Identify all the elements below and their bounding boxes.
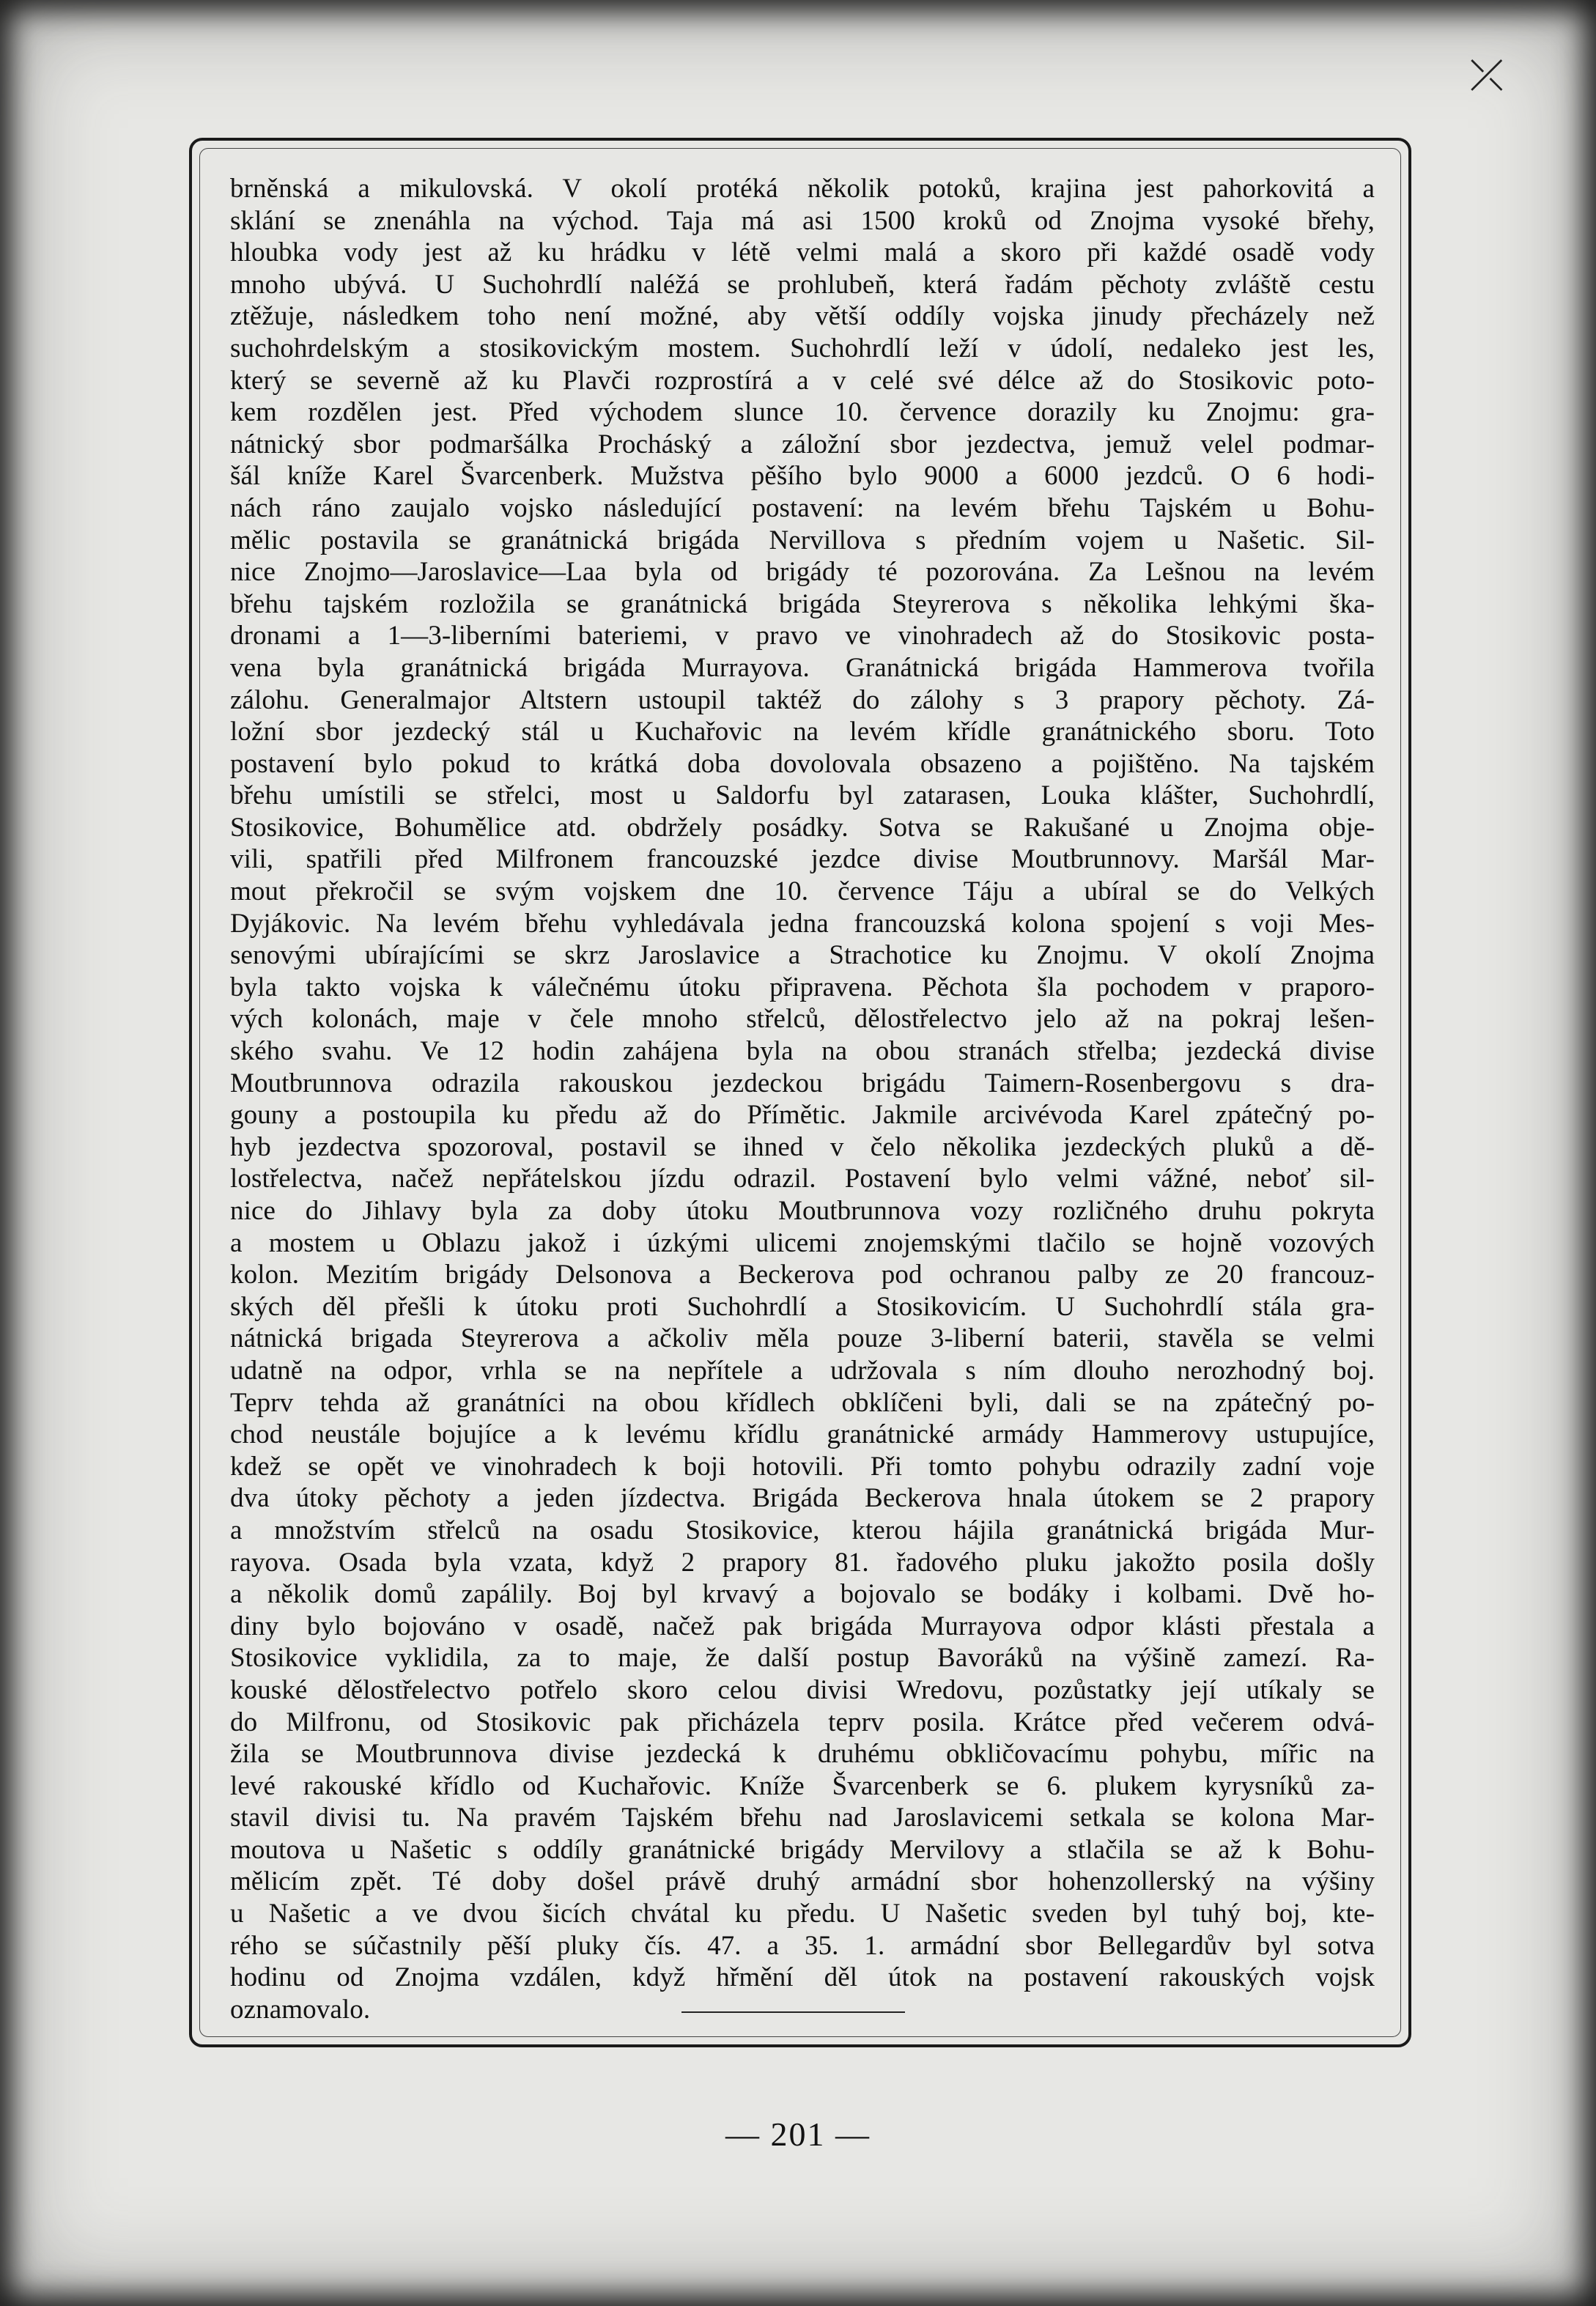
text-line: postavení bylo pokud to krátká doba dovolovala obsazeno a pojištěno. Na tajském [230, 748, 1375, 779]
text-line: sklání se znenáhla na východ. Taja má asi 1500 kroků od Znojma vysoké břehy, [230, 205, 1375, 236]
text-line: rayova. Osada byla vzata, když 2 prapory 81. řadového pluku jakožto posila došly [230, 1547, 1375, 1578]
text-line: mělicím zpět. Té doby došel právě druhý armádní sbor hohenzollerský na výšiny [230, 1866, 1375, 1897]
text-line: ských děl přešli k útoku proti Suchohrdlí a Stosikovicím. U Suchohrdlí stála gra- [230, 1291, 1375, 1322]
text-line: zálohu. Generalmajor Altstern ustoupil taktéž do zálohy s 3 prapory pěchoty. Zá- [230, 684, 1375, 715]
text-line: nátnický sbor podmaršálka Procháský a záložní sbor jezdectva, jemuž velel podmar- [230, 429, 1375, 459]
text-line: ložní sbor jezdecký stál u Kuchařovic na levém křídle granátnického sboru. Toto [230, 717, 1375, 747]
text-line: nách ráno zaujalo vojsko následující postavení: na levém břehu Tajském u Bohu- [230, 492, 1375, 523]
text-line: kolon. Mezitím brigády Delsonova a Beckerova pod ochranou palby ze 20 francouz- [230, 1260, 1375, 1290]
text-line: do Milfronu, od Stosikovic pak přicházela teprv posila. Krátce před večerem odvá- [230, 1707, 1375, 1737]
text-line: ztěžuje, následkem toho není možné, aby větší oddíly vojska jinudy přecházely než [230, 301, 1375, 332]
text-line: moutova u Našetic s oddíly granátnické brigády Mervilovy a stlačila se až k Bohu- [230, 1834, 1375, 1865]
text-line: kouské dělostřelectvo potřelo skoro celou divisi Wredovu, pozůstatky její utíkaly se [230, 1674, 1375, 1705]
text-line: a množstvím střelců na osadu Stosikovice, kterou hájila granátnická brigáda Mur- [230, 1515, 1375, 1545]
text-line: nice Znojmo—Jaroslavice—Laa byla od brigády té pozorována. Za Lešnou na levém [230, 557, 1375, 588]
text-line: kem rozdělen jest. Před východem slunce 10. července dorazily ku Znojmu: gra- [230, 397, 1375, 428]
text-line: mout překročil se svým vojskem dne 10. července Táju a ubíral se do Velkých [230, 876, 1375, 907]
pencil-mark: ⤫ [1469, 50, 1504, 100]
text-line: vých kolonách, maje v čele mnoho střelců, dělostřelectvo jelo až na pokraj lešen- [230, 1004, 1375, 1035]
text-line: žila se Moutbrunnova divise jezdecká k druhému obkličovacímu pohybu, mířic na [230, 1739, 1375, 1770]
text-line: břehu tajském rozložila se granátnická brigáda Steyrerova s několika lehkými ška- [230, 588, 1375, 619]
text-line: nice do Jihlavy byla za doby útoku Moutbrunnova vozy rozličného druhu pokryta [230, 1196, 1375, 1226]
text-line: u Našetic a ve dvou šicích chvátal ku předu. U Našetic sveden byl tuhý boj, kte- [230, 1899, 1375, 1929]
text-line: Stosikovice vyklidila, za to maje, že další postup Bavoráků na výšině zamezí. Ra- [230, 1643, 1375, 1674]
text-line: hyb jezdectva spozoroval, postavil se ihned v čelo několika jezdeckých pluků a dě- [230, 1131, 1375, 1162]
text-line: vena byla granátnická brigáda Murrayova. Granátnická brigáda Hammerova tvořila [230, 652, 1375, 683]
text-line: a několik domů zapálily. Boj byl krvavý a bojovalo se bodáky i kolbami. Dvě ho- [230, 1579, 1375, 1610]
text-line: šál kníže Karel Švarcenberk. Mužstva pěšího bylo 9000 a 6000 jezdců. O 6 hodi- [230, 461, 1375, 492]
text-line: Stosikovice, Bohumělice atd. obdržely posádky. Sotva se Rakušané u Znojma obje- [230, 812, 1375, 843]
text-line: ského svahu. Ve 12 hodin zahájena byla na obou stranách střelba; jezdecká divise [230, 1036, 1375, 1067]
text-line: Teprv tehda až granátníci na obou křídlech obklíčeni byli, dali se na zpátečný po- [230, 1387, 1375, 1418]
text-line: rého se súčastnily pěší pluky čís. 47. a 35. 1. armádní sbor Bellegardův byl sotva [230, 1930, 1375, 1961]
text-line: dronami a 1—3-liberními bateriemi, v pravo ve vinohradech až do Stosikovic posta- [230, 621, 1375, 651]
text-line: brněnská a mikulovská. V okolí protéká několik potoků, krajina jest pahorkovitá a [230, 174, 1375, 204]
text-line: diny bylo bojováno v osadě, načež pak brigáda Murrayova odpor klásti přestala a [230, 1611, 1375, 1641]
text-line: kdež se opět ve vinohradech k boji hotovili. Při tomto pohybu odrazily zadní voje [230, 1451, 1375, 1482]
text-line: břehu umístili se střelci, most u Saldorfu byl zatarasen, Louka klášter, Suchohrdlí, [230, 780, 1375, 811]
text-line: chod neustále bojujíce a k levému křídlu granátnické armády Hammerovy ustupujíce, [230, 1419, 1375, 1450]
text-line: stavil divisi tu. Na pravém Tajském břehu nad Jaroslavicemi setkala se kolona Mar- [230, 1803, 1375, 1833]
text-line: udatně na odpor, vrhla se na nepřítele a udržovala s ním dlouho nerozhodný boj. [230, 1355, 1375, 1386]
text-line: oznamovalo. [230, 1994, 371, 2025]
text-line: hodinu od Znojma vzdálen, když hřmění děl útok na postavení rakouských vojsk [230, 1962, 1375, 1993]
text-line: Moutbrunnova odrazila rakouskou jezdeckou brigádu Taimern-Rosenbergovu s dra- [230, 1068, 1375, 1098]
text-line: Dyjákovic. Na levém břehu vyhledávala jedna francouzská kolona spojení s voji Mes- [230, 908, 1375, 939]
text-line: který se severně až ku Plavči rozprostírá a v celé své délce až do Stosikovic poto- [230, 365, 1375, 396]
text-line: suchohrdelským a stosikovickým mostem. Suchohrdlí leží v údolí, nedaleko jest les, [230, 333, 1375, 363]
text-line: senovými ubírajícími se skrz Jaroslavice a Strachotice ku Znojmu. V okolí Znojma [230, 940, 1375, 971]
text-line: dva útoky pěchoty a jeden jízdectva. Brigáda Beckerova hnala útokem se 2 prapory [230, 1483, 1375, 1514]
text-line: levé rakouské křídlo od Kuchařovic. Kníže Švarcenberk se 6. plukem kyrysníků za- [230, 1770, 1375, 1801]
text-line: mnoho ubývá. U Suchohrdlí naléžá se prohlubeň, která řadám pěchoty zvláště cestu [230, 269, 1375, 300]
text-line: nátnická brigada Steyrerova a ačkoliv měla pouze 3-liberní baterii, stavěla se velmi [230, 1323, 1375, 1354]
end-rule [681, 2011, 905, 2013]
text-line: hloubka vody jest až ku hrádku v létě velmi malá a skoro při každé osadě vody [230, 237, 1375, 268]
text-line: mělic postavila se granátnická brigáda Nervillova s předním vojem u Našetic. Sil- [230, 525, 1375, 555]
text-line: a mostem u Oblazu jakož i úzkými ulicemi znojemskými tlačilo se hojně vozových [230, 1227, 1375, 1258]
text-line: byla takto vojska k válečnému útoku připravena. Pěchota šla pochodem v praporo- [230, 972, 1375, 1002]
page-number: — 201 — [725, 2115, 871, 2153]
body-text [230, 173, 1375, 2025]
text-line: gouny a postoupila ku předu až do Přímětic. Jakmile arcivévoda Karel zpátečný po- [230, 1100, 1375, 1131]
text-line: lostřelectva, načež nepřátelskou jízdu odrazil. Postavení bylo velmi vážné, neboť sil- [230, 1164, 1375, 1194]
text-line: vili, spatřili před Milfronem francouzské jezdce divise Moutbrunnovy. Maršál Mar- [230, 844, 1375, 875]
